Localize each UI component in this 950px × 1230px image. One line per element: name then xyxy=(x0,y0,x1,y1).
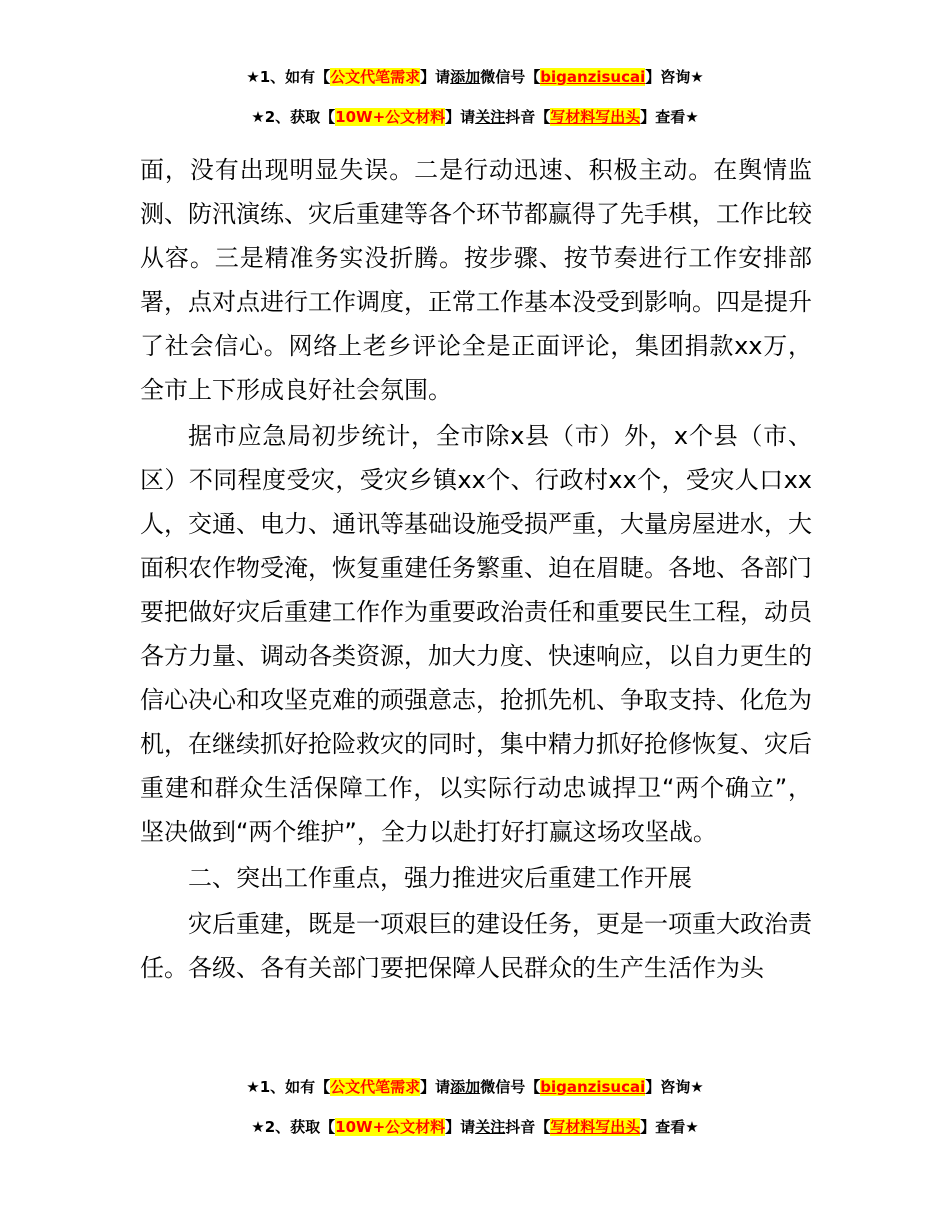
banner-text: 1、如有【 xyxy=(259,1078,331,1096)
banner-text: 】请 xyxy=(445,1118,476,1136)
star-icon: ★ xyxy=(246,68,260,86)
footer-banner-line-1 xyxy=(0,1076,950,1098)
highlight-materials: 10W+公文材料 xyxy=(335,1118,446,1136)
footer-banner-line-2 xyxy=(0,1116,950,1138)
paragraph-disaster-statistics: 据市应急局初步统计，全市除x县（市）外，x个县（市、区）不同程度受灾，受灾乡镇xx个、行政村xx个，受灾人口xx人，交通、电力、通讯等基础设施受损严重，大量房屋进水，大面积农作物受淹，恢复重建任务繁重、迫在眉睫。各地、各部门要把做好灾后重建工作作为重要政治责任和重要民生工程，动员各方力量、调动各类资源，加大力度、快速响应，以自力更生的信心决心和攻坚克难的顽强意志，抢抓先机、争取支持、化危为机，在继续抓好抢险救灾的同时，集中精力抓好抢修恢复、灾后重建和群众生活保障工作，以实际行动忠诚捍卫“两个确立”，坚决做到“两个维护”，全力以赴打好打赢这场攻坚战。 xyxy=(140,422,812,846)
banner-text: 】请 xyxy=(420,68,451,86)
underlined-follow-text: 关注 xyxy=(475,1118,506,1136)
banner-text: 】请 xyxy=(445,108,476,126)
star-icon: ★ xyxy=(690,1078,704,1096)
highlight-ghostwriting-service: 公文代笔需求 xyxy=(330,68,421,86)
banner-text: 】查看 xyxy=(640,1118,686,1136)
star-icon: ★ xyxy=(685,1118,699,1136)
banner-text: 2、获取【 xyxy=(264,108,336,126)
douyin-account-highlight: 写材料写出头 xyxy=(550,108,641,126)
header-banner-line-2 xyxy=(0,106,950,128)
star-icon: ★ xyxy=(690,68,704,86)
header-banner-line-1 xyxy=(0,66,950,88)
wechat-id-highlight: biganzisucai xyxy=(540,68,646,86)
banner-text: 抖音【 xyxy=(505,108,551,126)
banner-text: 】查看 xyxy=(640,108,686,126)
banner-text: 抖音【 xyxy=(505,1118,551,1136)
paragraph-continuation: 面，没有出现明显失误。二是行动迅速、积极主动。在舆情监测、防汛演练、灾后重建等各个环节都赢得了先手棋，工作比较从容。三是精准务实没折腾。按步骤、按节奏进行工作安排部署，点对点进行工作调度，正常工作基本没受到影响。四是提升了社会信心。网络上老乡评论全是正面评论，集团捐款xx万，全市上下形成良好社会氛围。 xyxy=(140,156,812,404)
highlight-ghostwriting-service: 公文代笔需求 xyxy=(330,1078,421,1096)
banner-text: 2、获取【 xyxy=(264,1118,336,1136)
underlined-add-text: 添加 xyxy=(450,68,481,86)
star-icon: ★ xyxy=(685,108,699,126)
banner-text: 】咨询 xyxy=(645,1078,691,1096)
paragraph-reconstruction: 灾后重建，既是一项艰巨的建设任务，更是一项重大政治责任。各级、各有关部门要把保障人民群众的生产生活作为头 xyxy=(140,910,812,982)
underlined-follow-text: 关注 xyxy=(475,108,506,126)
douyin-account-highlight: 写材料写出头 xyxy=(550,1118,641,1136)
banner-text: 】请 xyxy=(420,1078,451,1096)
document-body xyxy=(140,148,812,990)
star-icon: ★ xyxy=(246,1078,260,1096)
banner-text: 微信号【 xyxy=(480,68,541,86)
banner-text: 微信号【 xyxy=(480,1078,541,1096)
star-icon: ★ xyxy=(251,108,265,126)
underlined-add-text: 添加 xyxy=(450,1078,481,1096)
banner-text: 】咨询 xyxy=(645,68,691,86)
section-heading-2: 二、突出工作重点，强力推进灾后重建工作开展 xyxy=(188,864,692,892)
star-icon: ★ xyxy=(251,1118,265,1136)
wechat-id-highlight: biganzisucai xyxy=(540,1078,646,1096)
highlight-materials: 10W+公文材料 xyxy=(335,108,446,126)
banner-text: 1、如有【 xyxy=(259,68,331,86)
